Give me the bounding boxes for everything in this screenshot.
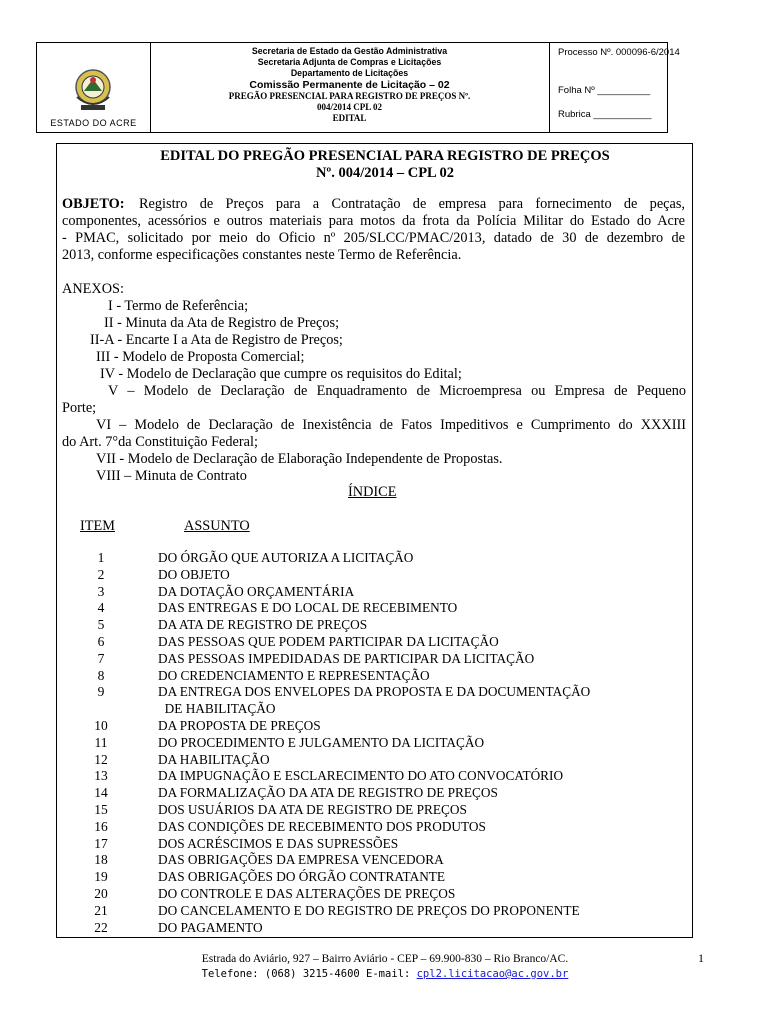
indice-row-number: 16 — [94, 818, 108, 834]
header-line-6: 004/2014 CPL 02 — [316, 102, 382, 112]
footer-contact — [0, 968, 770, 980]
objeto-line-1 — [62, 196, 125, 213]
anexo-item-continuation: Porte; — [62, 400, 97, 416]
indice-row-number: 2 — [97, 566, 105, 582]
anexo-item: II - Minuta da Ata de Registro de Preços; — [104, 315, 340, 331]
indice-row-subject: DO OBJETO — [158, 566, 230, 582]
anexo-item: II-A - Encarte I a Ata de Registro de Preços; — [90, 332, 343, 348]
indice-row-number: 14 — [94, 785, 108, 801]
indice-row-subject: DOS ACRÉSCIMOS E DAS SUPRESSÕES — [158, 835, 399, 851]
anexo-item: VI – Modelo de Declaração de Inexistência de Fatos Impeditivos e Cumprimento do XXXIII — [96, 417, 686, 433]
anexo-item: VII - Modelo de Declaração de Elaboração Independente de Propostas. — [96, 451, 503, 467]
indice-row-subject: DO PROCEDIMENTO E JULGAMENTO DA LICITAÇÃO — [158, 734, 485, 750]
header-line-1: Secretaria de Estado da Gestão Administrativa — [251, 46, 448, 56]
indice-row-number: 8 — [97, 667, 105, 683]
header-line-3: Departamento de Licitações — [290, 68, 409, 78]
indice-row-subject: DAS PESSOAS QUE PODEM PARTICIPAR DA LICITAÇÃO — [158, 634, 499, 649]
edital-title-line-2: Nº. 004/2014 – CPL 02 — [315, 165, 455, 181]
indice-row-subject: DO PAGAMENTO — [158, 919, 263, 935]
indice-row-number: 5 — [97, 617, 105, 633]
indice-row-number: 4 — [97, 600, 105, 616]
indice-row-subject: DA PROPOSTA DE PREÇOS — [158, 718, 321, 733]
state-seal-icon — [73, 67, 113, 115]
indice-row-number: 12 — [94, 751, 108, 767]
indice-row-number: 13 — [94, 768, 108, 784]
indice-col-item: ITEM — [80, 518, 115, 534]
indice-row-subject: DO CANCELAMENTO E DO REGISTRO DE PREÇOS DO PROPONENTE — [158, 902, 580, 918]
indice-col-assunto: ASSUNTO — [184, 518, 250, 534]
header-line-2: Secretaria Adjunta de Compras e Licitações — [257, 57, 442, 67]
objeto-text-4: 2013, conforme especificações constantes neste Termo de Referência. — [62, 247, 462, 263]
indice-row-subject: DO CREDENCIAMENTO E REPRESENTAÇÃO — [158, 667, 430, 683]
header-line-7: EDITAL — [332, 113, 367, 123]
indice-row-subject: DE HABILITAÇÃO — [158, 701, 276, 717]
objeto-text-1: Registro de Preços para a Contratação de empresa para fornecimento de peças, — [139, 196, 685, 212]
indice-row-subject: DA DOTAÇÃO ORÇAMENTÁRIA — [158, 583, 355, 599]
edital-title-line-1: EDITAL DO PREGÃO PRESENCIAL PARA REGISTRO DE PREÇOS — [160, 148, 610, 164]
objeto-text-3: - PMAC, solicitado por meio do Oficio nº 205/SLCC/PMAC/2013, datado de 30 de dezembro de — [62, 230, 685, 246]
indice-row-number: 7 — [97, 650, 105, 666]
indice-row-number: 1 — [97, 550, 105, 565]
indice-row-subject: DO ÓRGÃO QUE AUTORIZA A LICITAÇÃO — [158, 550, 414, 565]
indice-row-number: 10 — [94, 718, 108, 733]
indice-row-number: 17 — [94, 835, 108, 851]
indice-row-subject: DA ATA DE REGISTRO DE PREÇOS — [158, 617, 368, 633]
indice-row-number: 20 — [94, 886, 108, 901]
indice-row-number: 3 — [97, 583, 105, 599]
anexo-item-continuation: do Art. 7°da Constituição Federal; — [62, 434, 258, 450]
folha-field: Folha Nº __________ — [558, 85, 651, 96]
processo-number: Processo Nº. 000096-6/2014 — [558, 47, 680, 58]
indice-row-number: 11 — [94, 734, 108, 750]
header-right — [550, 43, 680, 132]
indice-row-number: 22 — [94, 919, 108, 935]
header-center — [150, 43, 550, 132]
anexo-item: I - Termo de Referência; — [108, 298, 249, 314]
indice-row-subject: DAS OBRIGAÇÕES DO ÓRGÃO CONTRATANTE — [158, 869, 446, 885]
indice-row-subject: DA ENTREGA DOS ENVELOPES DA PROPOSTA E DA DOCUMENTAÇÃO — [158, 684, 591, 700]
seal-cell — [37, 43, 151, 132]
anexo-item: IV - Modelo de Declaração que cumpre os requisitos do Edital; — [100, 366, 462, 382]
rubrica-field: Rubrica ___________ — [558, 109, 652, 120]
indice-row-number: 21 — [94, 902, 108, 918]
seal-label: ESTADO DO ACRE — [50, 118, 137, 128]
indice-row-subject: DAS OBRIGAÇÕES DA EMPRESA VENCEDORA — [158, 852, 444, 868]
objeto-label: OBJETO: — [62, 196, 125, 212]
indice-row-subject: DAS PESSOAS IMPEDIDADAS DE PARTICIPAR DA LICITAÇÃO — [158, 650, 535, 666]
indice-row-subject: DOS USUÁRIOS DA ATA DE REGISTRO DE PREÇOS — [158, 802, 467, 817]
indice-row-subject: DAS CONDIÇÕES DE RECEBIMENTO DOS PRODUTOS — [158, 818, 486, 834]
objeto-text-2: componentes, acessórios e outros materiais para motos da frota da Polícia Militar do Estado do Acre — [62, 213, 685, 229]
anexo-item: VIII – Minuta de Contrato — [96, 468, 247, 484]
indice-row-subject: DA HABILITAÇÃO — [158, 751, 270, 767]
indice-row-subject: DA FORMALIZAÇÃO DA ATA DE REGISTRO DE PREÇOS — [158, 785, 498, 801]
footer-address: Estrada do Aviário, 927 – Bairro Aviário - CEP – 69.900-830 – Rio Branco/AC. — [201, 953, 569, 965]
page-number: 1 — [698, 951, 704, 965]
header-line-4: Comissão Permanente de Licitação – 02 — [249, 79, 450, 91]
footer-phone: Telefone: (068) 3215-4600 E-mail: — [201, 968, 417, 980]
anexo-item: V – Modelo de Declaração de Enquadramento de Microempresa ou Empresa de Pequeno — [108, 383, 686, 399]
indice-row-number: 19 — [94, 869, 108, 885]
email-link[interactable]: cpl2.licitacao@ac.gov.br — [416, 968, 569, 980]
indice-row-number: 6 — [97, 634, 105, 649]
indice-row-subject: DA IMPUGNAÇÃO E ESCLARECIMENTO DO ATO CONVOCATÓRIO — [158, 768, 564, 784]
indice-title: ÍNDICE — [348, 484, 397, 500]
indice-row-number: 18 — [94, 852, 108, 868]
indice-row-subject: DAS ENTREGAS E DO LOCAL DE RECEBIMENTO — [158, 600, 458, 616]
document-header — [36, 42, 680, 133]
indice-row-subject: DO CONTROLE E DAS ALTERAÇÕES DE PREÇOS — [158, 886, 456, 901]
anexos-label: ANEXOS: — [62, 281, 124, 297]
indice-row-number: 9 — [97, 684, 105, 700]
anexo-item: III - Modelo de Proposta Comercial; — [96, 349, 305, 365]
indice-row-number: 15 — [94, 802, 108, 817]
header-line-5: PREGÃO PRESENCIAL PARA REGISTRO DE PREÇOS Nº. — [228, 91, 471, 101]
